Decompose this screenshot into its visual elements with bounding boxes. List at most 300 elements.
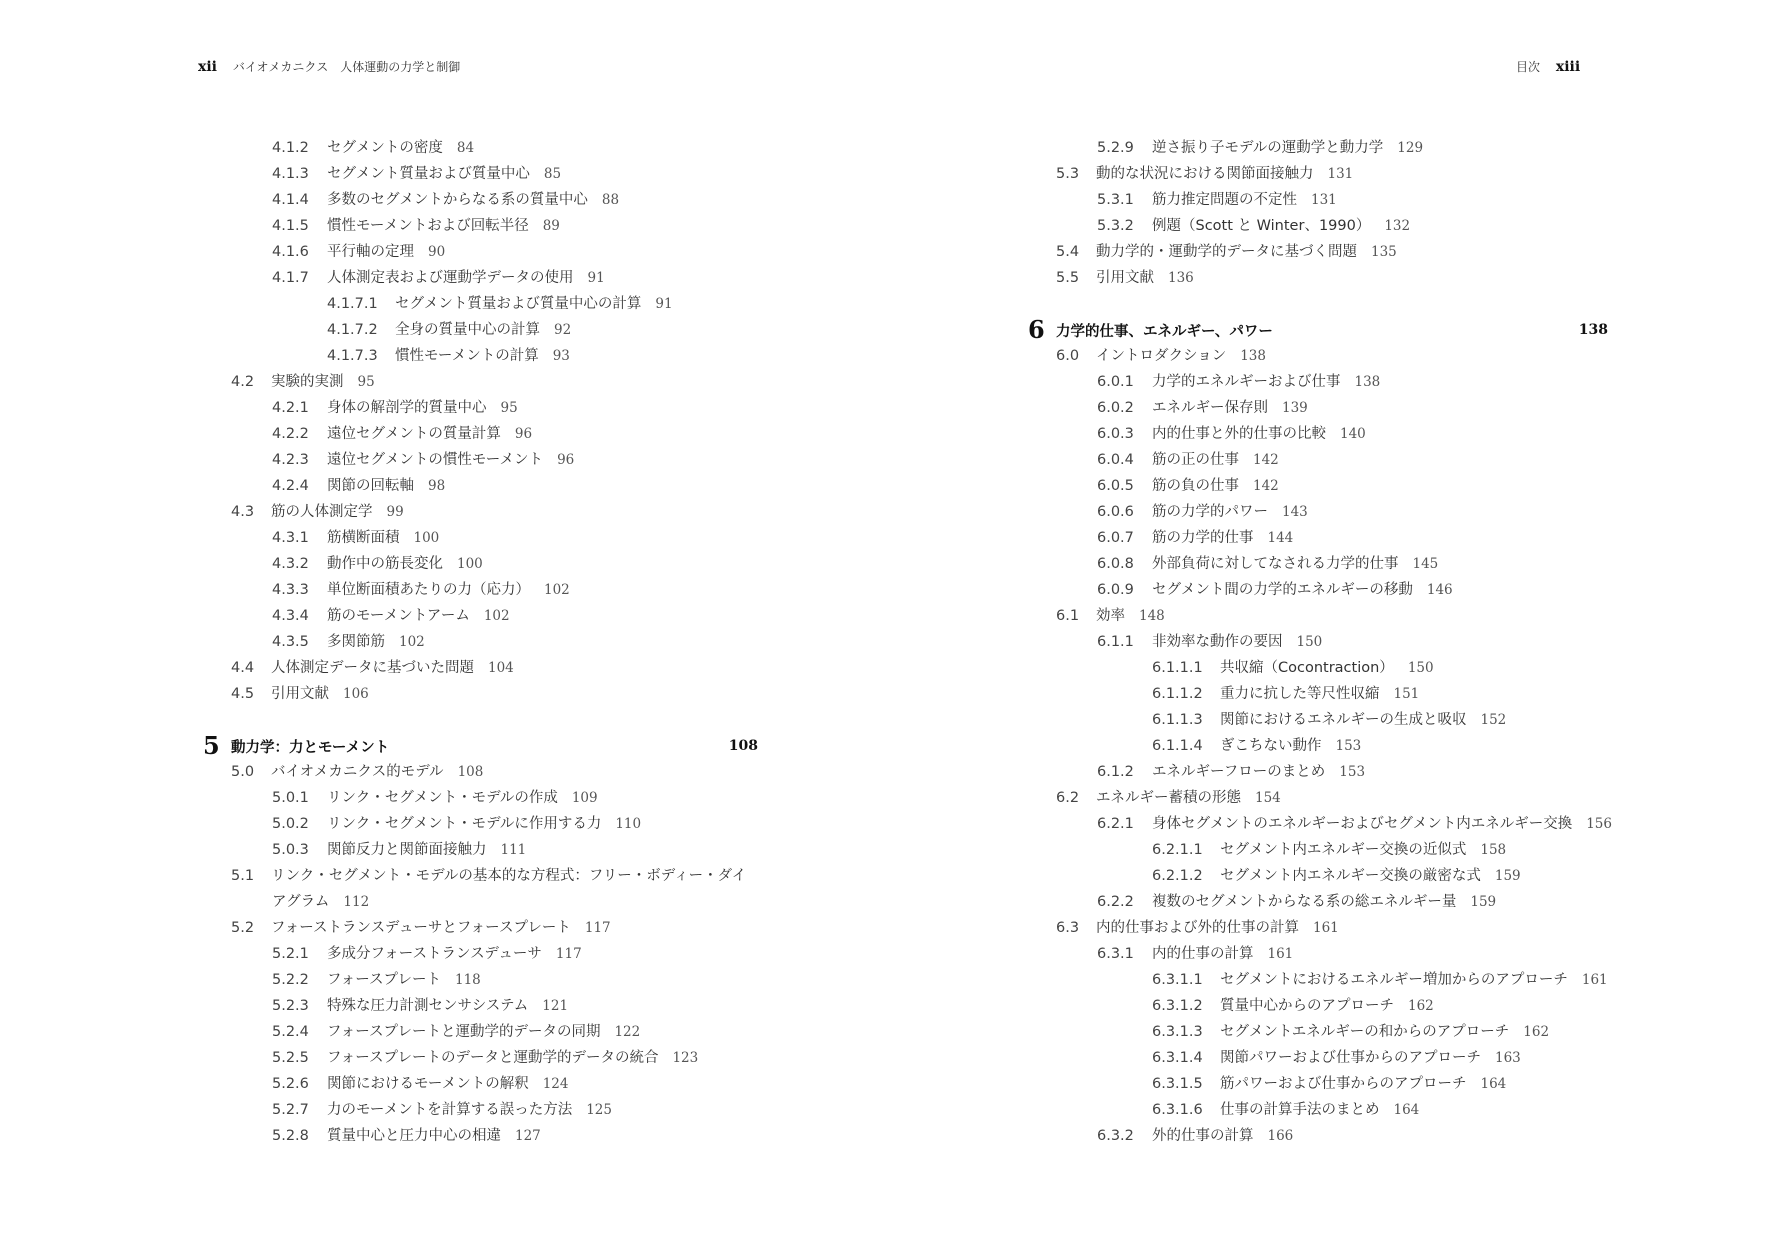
entry-page-number: 111 <box>500 842 527 858</box>
entry-page-number: 117 <box>584 920 611 936</box>
toc-entry <box>203 785 758 811</box>
toc-entry <box>1028 759 1608 785</box>
section-title: 非効率な動作の要因 <box>1152 634 1283 650</box>
section-title: 人体測定データに基づいた問題 <box>271 660 474 676</box>
section-number: 4.1.6 <box>272 244 309 260</box>
section-number: 6.1.1.3 <box>1152 712 1203 728</box>
toc-entry <box>1028 1097 1608 1123</box>
section-title: 関節反力と関節面接触力 <box>327 842 487 858</box>
section-number: 4.1.7.3 <box>327 348 378 364</box>
section-title: 多数のセグメントからなる系の質量中心 <box>327 192 588 208</box>
toc-entry <box>1028 421 1608 447</box>
section-title: フォースプレートのデータと運動学的データの統合 <box>327 1050 659 1066</box>
entry-page-number: 145 <box>1412 556 1439 572</box>
toc-left-column <box>203 135 758 1149</box>
toc-chapter-heading <box>203 733 758 759</box>
entry-page-number: 151 <box>1393 686 1420 702</box>
entry-page-number: 166 <box>1267 1128 1294 1144</box>
entry-page-number: 161 <box>1267 946 1294 962</box>
toc-entry <box>1028 1071 1608 1097</box>
section-title: 関節パワーおよび仕事からのアプローチ <box>1220 1050 1481 1066</box>
section-number: 4.1.7.1 <box>327 296 378 312</box>
toc-entry <box>1028 837 1608 863</box>
section-number: 5.2.1 <box>272 946 309 962</box>
section-number: 6.2.1.1 <box>1152 842 1203 858</box>
toc-entry <box>1028 811 1612 837</box>
toc-entry <box>1028 187 1608 213</box>
entry-page-number: 161 <box>1581 972 1608 988</box>
toc-entry <box>203 603 758 629</box>
entry-page-number: 135 <box>1371 244 1397 260</box>
toc-entry <box>203 525 758 551</box>
entry-page-number: 150 <box>1296 634 1323 650</box>
section-title: 単位断面積あたりの力（応力） <box>327 582 530 598</box>
entry-page-number: 138 <box>1240 348 1266 364</box>
section-title: セグメント内エネルギー交換の近似式 <box>1220 842 1467 858</box>
left-page-header <box>198 58 460 75</box>
section-number: 4.2.1 <box>272 400 309 416</box>
section-number: 6.0.4 <box>1097 452 1134 468</box>
chapter-number: 6 <box>1028 315 1045 344</box>
toc-entry <box>203 187 758 213</box>
section-title: 身体の解剖学的質量中心 <box>327 400 487 416</box>
toc-entry <box>1028 603 1608 629</box>
toc-entry <box>203 1019 758 1045</box>
section-title: 複数のセグメントからなる系の総エネルギー量 <box>1152 894 1457 910</box>
left-page-number: xii <box>198 59 217 75</box>
section-number: 5.3.1 <box>1097 192 1134 208</box>
section-title: 多関節筋 <box>327 634 385 650</box>
toc-entry <box>1028 447 1608 473</box>
section-title: 筋パワーおよび仕事からのアプローチ <box>1220 1076 1467 1092</box>
toc-entry <box>1028 681 1608 707</box>
toc-entry <box>1028 161 1608 187</box>
section-number: 6.1.1.1 <box>1152 660 1203 676</box>
section-title: 関節におけるエネルギーの生成と吸収 <box>1220 712 1467 728</box>
section-number: 6.0.2 <box>1097 400 1134 416</box>
entry-page-number: 138 <box>1354 374 1381 390</box>
entry-page-number: 104 <box>488 660 514 676</box>
section-title: 筋横断面積 <box>327 530 400 546</box>
entry-page-number: 123 <box>672 1050 699 1066</box>
entry-page-number: 139 <box>1282 400 1308 416</box>
entry-page-number: 92 <box>554 322 572 338</box>
section-number: 6.3.1.5 <box>1152 1076 1203 1092</box>
section-number: 4.1.4 <box>272 192 309 208</box>
entry-page-number: 136 <box>1168 270 1194 286</box>
toc-entry <box>1028 239 1608 265</box>
section-title: 力学的エネルギーおよび仕事 <box>1152 374 1341 390</box>
section-number: 6.0.9 <box>1097 582 1134 598</box>
entry-page-number: 95 <box>357 374 375 390</box>
section-title: 例題（Scott と Winter、1990） <box>1152 218 1371 234</box>
toc-entry <box>1028 655 1608 681</box>
right-page-header <box>1516 58 1580 75</box>
toc-entry <box>203 473 758 499</box>
toc-entry <box>1028 889 1608 915</box>
toc-entry <box>1028 707 1608 733</box>
entry-page-number: 102 <box>399 634 425 650</box>
section-number: 4.1.5 <box>272 218 309 234</box>
entry-page-number: 89 <box>542 218 560 234</box>
right-page-number: xiii <box>1555 59 1581 75</box>
entry-page-number: 164 <box>1480 1076 1507 1092</box>
section-number: 6.1.1.4 <box>1152 738 1203 754</box>
entry-page-number: 90 <box>428 244 446 260</box>
entry-page-number: 121 <box>542 998 569 1014</box>
entry-page-number: 140 <box>1340 426 1366 442</box>
section-number: 5.2.5 <box>272 1050 309 1066</box>
entry-page-number: 118 <box>454 972 481 988</box>
toc-entry <box>1028 785 1608 811</box>
section-number: 4.3.3 <box>272 582 309 598</box>
toc-entry <box>1028 1045 1608 1071</box>
section-number: 6.1.1 <box>1097 634 1134 650</box>
section-number: 4.4 <box>231 660 255 676</box>
section-title: 筋のモーメントアーム <box>327 608 470 624</box>
section-number: 6.3.1.6 <box>1152 1102 1203 1118</box>
toc-entry <box>203 863 758 889</box>
section-number: 4.3.2 <box>272 556 309 572</box>
entry-page-number: 154 <box>1255 790 1281 806</box>
toc-entry-continuation <box>203 889 758 915</box>
entry-page-number: 153 <box>1335 738 1362 754</box>
toc-spacer <box>1028 291 1608 317</box>
entry-page-number: 163 <box>1495 1050 1521 1066</box>
section-number: 5.1 <box>231 868 255 884</box>
toc-entry <box>203 1123 758 1149</box>
section-title: 質量中心と圧力中心の相違 <box>327 1128 501 1144</box>
entry-page-number: 127 <box>515 1128 541 1144</box>
left-running-title: バイオメカニクス 人体運動の力学と制御 <box>232 60 461 74</box>
section-number: 6.1.2 <box>1097 764 1134 780</box>
toc-entry <box>203 811 758 837</box>
section-number: 6.3 <box>1056 920 1080 936</box>
section-number: 4.1.2 <box>272 140 309 156</box>
section-title: 逆さ振り子モデルの運動学と動力学 <box>1152 140 1384 156</box>
section-title: セグメント質量および質量中心の計算 <box>395 296 642 312</box>
section-title: リンク・セグメント・モデルに作用する力 <box>327 816 602 832</box>
section-title: 力のモーメントを計算する誤った方法 <box>327 1102 573 1118</box>
toc-entry <box>1028 863 1608 889</box>
section-title: イントロダクション <box>1096 348 1227 364</box>
toc-entry <box>1028 1123 1608 1149</box>
section-number: 5.2.3 <box>272 998 309 1014</box>
toc-entry <box>1028 473 1608 499</box>
toc-right-column <box>1028 135 1612 1149</box>
section-number: 4.1.7 <box>272 270 309 286</box>
section-title: 外部負荷に対してなされる力学的仕事 <box>1152 556 1399 572</box>
entry-page-number: 91 <box>587 270 605 286</box>
entry-page-number: 129 <box>1397 140 1424 156</box>
toc-entry <box>203 369 758 395</box>
section-number: 5.2.8 <box>272 1128 309 1144</box>
section-number: 4.2 <box>231 374 255 390</box>
toc-entry <box>203 291 758 317</box>
section-number: 5.0.2 <box>272 816 309 832</box>
section-number: 6.3.2 <box>1097 1128 1134 1144</box>
section-number: 5.0.1 <box>272 790 309 806</box>
section-number: 6.1.1.2 <box>1152 686 1203 702</box>
section-title: 筋力推定問題の不定性 <box>1152 192 1297 208</box>
section-title: ぎこちない動作 <box>1220 738 1322 754</box>
section-title: 仕事の計算手法のまとめ <box>1220 1102 1380 1118</box>
section-number: 4.2.3 <box>272 452 309 468</box>
section-title: 重力に抗した等尺性収縮 <box>1220 686 1380 702</box>
section-number: 4.3.1 <box>272 530 309 546</box>
toc-entry <box>203 1045 758 1071</box>
section-title: 実験的実測 <box>271 374 344 390</box>
entry-page-number: 102 <box>544 582 570 598</box>
toc-entry <box>203 941 758 967</box>
entry-page-number: 146 <box>1426 582 1453 598</box>
entry-page-number: 144 <box>1267 530 1294 546</box>
section-number: 6.0.6 <box>1097 504 1134 520</box>
toc-entry <box>203 681 758 707</box>
toc-entry <box>203 213 758 239</box>
toc-chapter-heading <box>1028 317 1608 343</box>
section-title: バイオメカニクス的モデル <box>271 764 444 780</box>
section-title: セグメント間の力学的エネルギーの移動 <box>1152 582 1413 598</box>
toc-entry <box>203 343 758 369</box>
section-number: 6.2.2 <box>1097 894 1134 910</box>
section-number: 6.3.1.3 <box>1152 1024 1203 1040</box>
entry-page-number: 102 <box>483 608 510 624</box>
section-number: 5.0 <box>231 764 255 780</box>
entry-page-number: 100 <box>457 556 483 572</box>
section-number: 6.2 <box>1056 790 1080 806</box>
entry-page-number: 158 <box>1480 842 1507 858</box>
toc-entry <box>203 317 758 343</box>
toc-entry <box>203 629 758 655</box>
toc-entry <box>1028 941 1608 967</box>
entry-page-number: 96 <box>557 452 575 468</box>
section-number: 5.2 <box>231 920 255 936</box>
section-number: 4.2.4 <box>272 478 309 494</box>
toc-entry <box>1028 915 1608 941</box>
toc-entry <box>1028 213 1608 239</box>
section-title: 内的仕事と外的仕事の比較 <box>1152 426 1326 442</box>
entry-page-number: 108 <box>457 764 484 780</box>
entry-page-number: 152 <box>1480 712 1507 728</box>
section-number: 6.3.1.2 <box>1152 998 1203 1014</box>
entry-page-number: 142 <box>1253 452 1279 468</box>
section-number: 5.5 <box>1056 270 1080 286</box>
section-title: 筋の正の仕事 <box>1152 452 1239 468</box>
entry-page-number: 85 <box>543 166 562 182</box>
entry-page-number: 142 <box>1253 478 1279 494</box>
entry-page-number: 162 <box>1523 1024 1550 1040</box>
section-title: 身体セグメントのエネルギーおよびセグメント内エネルギー交換 <box>1152 816 1573 832</box>
entry-page-number: 164 <box>1393 1102 1420 1118</box>
entry-page-number: 159 <box>1494 868 1521 884</box>
right-running-title: 目次 <box>1516 60 1541 74</box>
section-number: 5.2.4 <box>272 1024 309 1040</box>
section-title: 人体測定表および運動学データの使用 <box>327 270 574 286</box>
entry-page-number: 98 <box>428 478 446 494</box>
section-title: リンク・セグメント・モデルの基本的な方程式：フリー・ボディー・ダイ <box>271 868 747 884</box>
entry-page-number: 106 <box>343 686 369 702</box>
section-number: 5.3 <box>1056 166 1080 182</box>
section-title: 関節の回転軸 <box>327 478 414 494</box>
entry-page-number: 125 <box>586 1102 612 1118</box>
chapter-title: 力学的仕事、エネルギー、パワー <box>1056 324 1273 340</box>
toc-entry <box>1028 395 1608 421</box>
section-number: 6.3.1 <box>1097 946 1134 962</box>
toc-spacer <box>203 707 758 733</box>
toc-entry <box>203 1071 758 1097</box>
section-number: 5.2.6 <box>272 1076 309 1092</box>
section-title: 慣性モーメントの計算 <box>395 348 539 364</box>
section-title: エネルギー蓄積の形態 <box>1096 790 1241 806</box>
section-title: セグメントエネルギーの和からのアプローチ <box>1220 1024 1510 1040</box>
toc-entry <box>203 447 758 473</box>
toc-entry <box>1028 733 1608 759</box>
section-title: フォースプレートと運動学的データの同期 <box>327 1024 601 1040</box>
entry-page-number: 132 <box>1384 218 1411 234</box>
section-number: 4.5 <box>231 686 255 702</box>
section-title: 動力学的・運動学的データに基づく問題 <box>1096 244 1357 260</box>
toc-entry <box>1028 1019 1608 1045</box>
chapter-number: 5 <box>203 731 220 760</box>
section-title: フォースプレート <box>327 972 441 988</box>
entry-page-number: 153 <box>1339 764 1366 780</box>
section-title: 筋の力学的パワー <box>1152 504 1268 520</box>
toc-entry <box>203 265 758 291</box>
section-number: 6.0.1 <box>1097 374 1134 390</box>
toc-entry <box>1028 135 1608 161</box>
section-number: 4.3 <box>231 504 255 520</box>
toc-entry <box>203 993 758 1019</box>
section-number: 5.3.2 <box>1097 218 1134 234</box>
entry-page-number: 156 <box>1586 816 1612 832</box>
chapter-title: 動力学：力とモーメント <box>231 740 390 756</box>
toc-entry <box>203 135 758 161</box>
entry-page-number: 124 <box>542 1076 569 1092</box>
entry-page-number: 150 <box>1407 660 1434 676</box>
section-title: セグメントの密度 <box>327 140 443 156</box>
entry-page-number: 112 <box>343 894 370 910</box>
chapter-page-number: 108 <box>728 738 758 754</box>
section-title: 全身の質量中心の計算 <box>395 322 540 338</box>
toc-entry <box>1028 525 1608 551</box>
section-number: 6.0.8 <box>1097 556 1134 572</box>
toc-entry <box>203 759 758 785</box>
toc-entry <box>1028 265 1608 291</box>
entry-page-number: 122 <box>614 1024 641 1040</box>
toc-entry <box>203 1097 758 1123</box>
entry-page-number: 109 <box>571 790 598 806</box>
section-title: 共収縮（Cocontraction） <box>1220 660 1394 676</box>
toc-entry <box>1028 993 1608 1019</box>
section-title: 慣性モーメントおよび回転半径 <box>327 218 529 234</box>
toc-entry <box>1028 499 1608 525</box>
toc-entry <box>1028 577 1608 603</box>
section-number: 6.2.1 <box>1097 816 1134 832</box>
section-number: 4.2.2 <box>272 426 309 442</box>
toc-entry <box>1028 967 1608 993</box>
toc-entry <box>1028 629 1608 655</box>
entry-page-number: 131 <box>1311 192 1337 208</box>
toc-entry <box>203 395 758 421</box>
entry-page-number: 91 <box>655 296 673 312</box>
entry-page-number: 143 <box>1282 504 1308 520</box>
toc-entry <box>203 421 758 447</box>
toc-entry <box>203 499 758 525</box>
section-title: 引用文献 <box>271 686 329 702</box>
entry-page-number: 100 <box>413 530 440 546</box>
toc-entry <box>203 551 758 577</box>
section-title: セグメント内エネルギー交換の厳密な式 <box>1220 868 1481 884</box>
toc-entry <box>203 837 758 863</box>
section-number: 6.3.1.1 <box>1152 972 1203 988</box>
section-title: 筋の人体測定学 <box>271 504 373 520</box>
section-number: 4.1.3 <box>272 166 309 182</box>
section-number: 4.1.7.2 <box>327 322 378 338</box>
section-number: 6.1 <box>1056 608 1080 624</box>
section-title: 質量中心からのアプローチ <box>1220 998 1394 1014</box>
section-number: 4.3.5 <box>272 634 309 650</box>
section-number: 5.4 <box>1056 244 1080 260</box>
section-title: フォーストランスデューサとフォースプレート <box>271 920 571 936</box>
section-title: エネルギーフローのまとめ <box>1152 764 1326 780</box>
entry-page-number: 96 <box>514 426 533 442</box>
section-title: 遠位セグメントの慣性モーメント <box>327 452 544 468</box>
toc-entry <box>203 239 758 265</box>
entry-page-number: 161 <box>1313 920 1339 936</box>
section-number: 6.0.5 <box>1097 478 1134 494</box>
section-title: 外的仕事の計算 <box>1152 1128 1254 1144</box>
section-title: エネルギー保存則 <box>1152 400 1268 416</box>
section-number: 5.2.2 <box>272 972 309 988</box>
section-title: リンク・セグメント・モデルの作成 <box>327 790 558 806</box>
section-title: 動作中の筋長変化 <box>327 556 443 572</box>
section-number: 6.0.7 <box>1097 530 1134 546</box>
toc-entry <box>1028 369 1608 395</box>
section-number: 5.2.7 <box>272 1102 309 1118</box>
section-title: 筋の負の仕事 <box>1152 478 1239 494</box>
entry-page-number: 131 <box>1327 166 1354 182</box>
section-title: セグメントにおけるエネルギー増加からのアプローチ <box>1220 972 1568 988</box>
section-title: 関節におけるモーメントの解釈 <box>327 1076 529 1092</box>
toc-entry <box>203 577 758 603</box>
section-number: 6.0.3 <box>1097 426 1134 442</box>
entry-page-number: 148 <box>1139 608 1165 624</box>
section-number: 6.3.1.4 <box>1152 1050 1203 1066</box>
entry-page-number: 162 <box>1408 998 1434 1014</box>
toc-entry <box>1028 551 1608 577</box>
toc-entry <box>203 161 758 187</box>
entry-page-number: 88 <box>601 192 620 208</box>
entry-page-number: 110 <box>615 816 642 832</box>
section-title: 動的な状況における関節面接触力 <box>1096 166 1314 182</box>
section-title: 特殊な圧力計測センサシステム <box>327 998 529 1014</box>
section-number: 4.3.4 <box>272 608 309 624</box>
section-number: 5.0.3 <box>272 842 309 858</box>
section-title: 内的仕事の計算 <box>1152 946 1254 962</box>
section-title: 効率 <box>1096 608 1125 624</box>
section-number: 5.2.9 <box>1097 140 1134 156</box>
section-title: セグメント質量および質量中心 <box>327 166 530 182</box>
section-title: 内的仕事および外的仕事の計算 <box>1096 920 1299 936</box>
toc-entry <box>203 967 758 993</box>
toc-entry <box>1028 343 1608 369</box>
section-title: 多成分フォーストランスデューサ <box>327 946 542 962</box>
section-title: 遠位セグメントの質量計算 <box>327 426 501 442</box>
chapter-page-number: 138 <box>1578 322 1608 338</box>
entry-page-number: 117 <box>555 946 582 962</box>
section-number: 6.0 <box>1056 348 1080 364</box>
